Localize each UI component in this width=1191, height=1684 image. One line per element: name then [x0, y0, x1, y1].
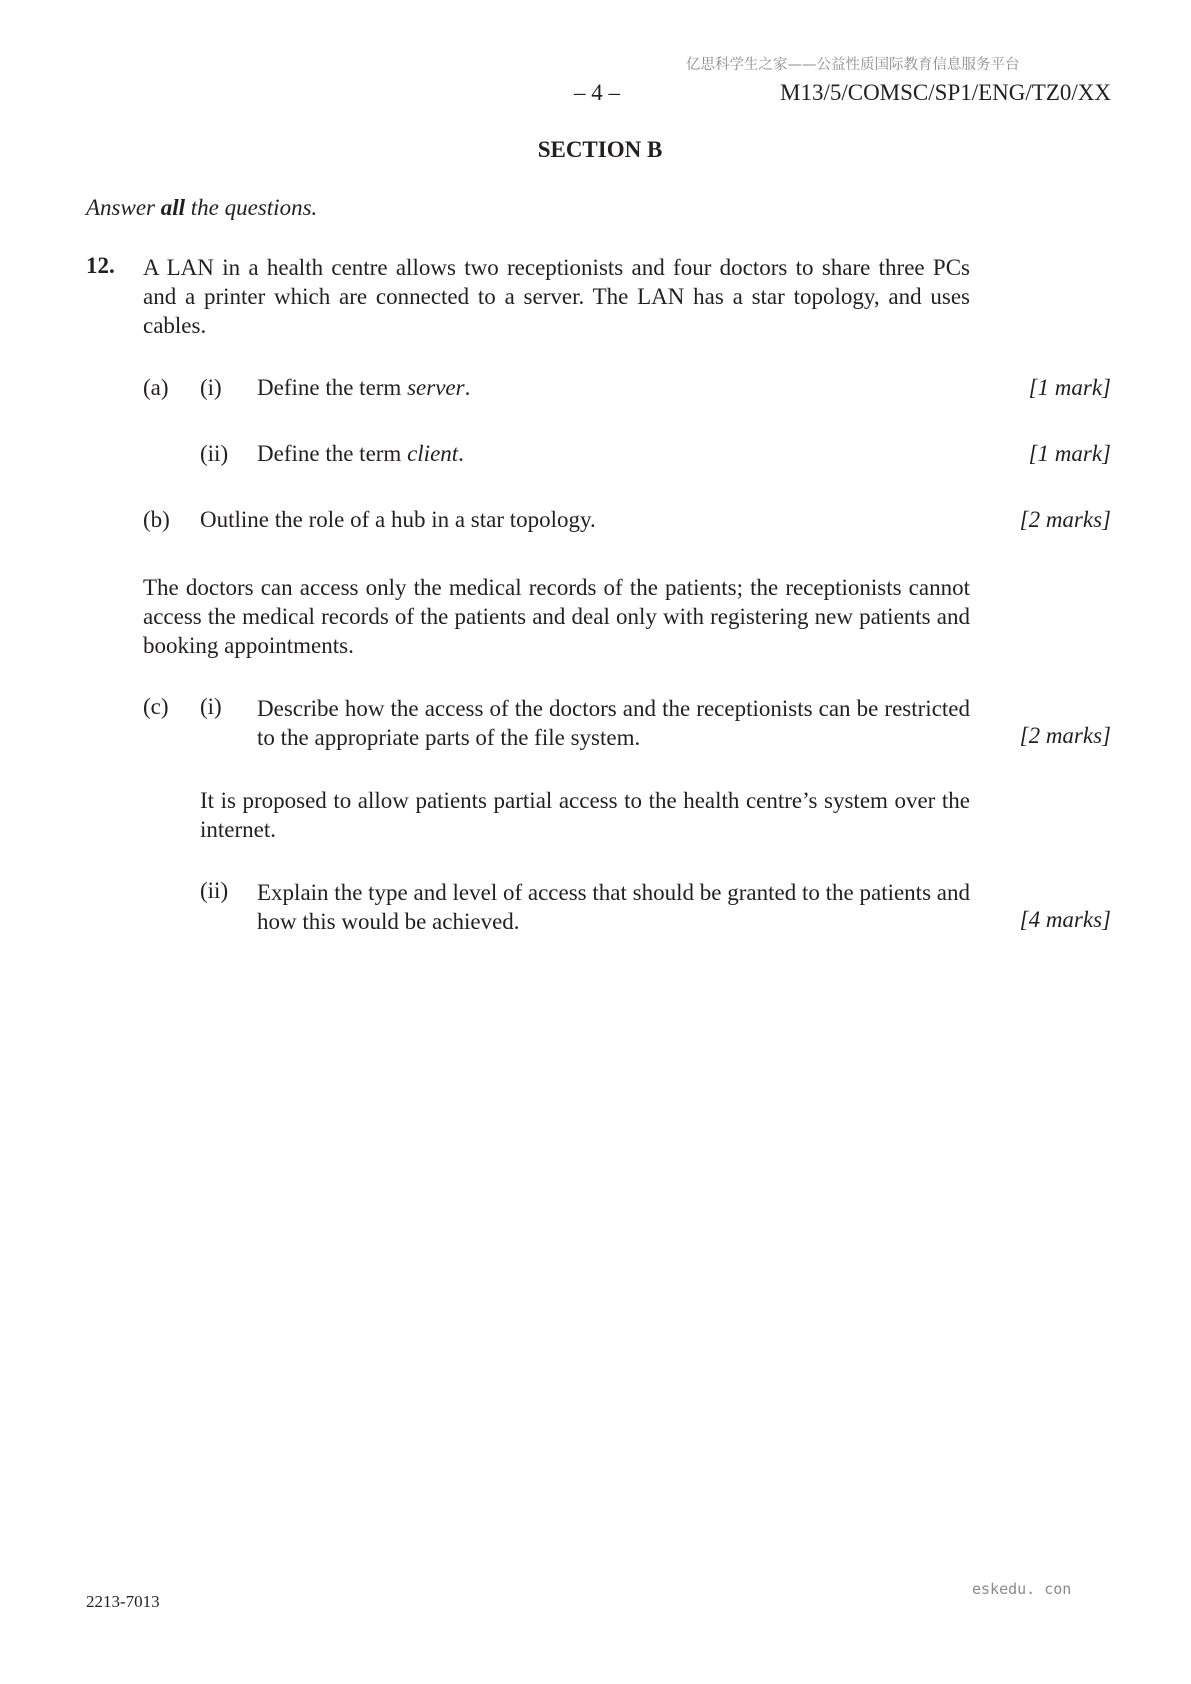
- page-number: – 4 –: [574, 80, 620, 105]
- footer-watermark: eskedu. con: [972, 1580, 1072, 1598]
- header-watermark: 亿思科学生之家——公益性质国际教育信息服务平台: [686, 57, 1020, 73]
- part-b-label: (b): [143, 507, 170, 532]
- part-a-i-end: .: [464, 375, 471, 400]
- part-c-ii-text: Explain the type and level of access that should be granted to the patients and how this would be achieved.: [257, 880, 970, 934]
- section-title: SECTION B: [537, 137, 663, 162]
- part-c-context: It is proposed to allow patients partial access to the health centre’s system over the internet.: [200, 788, 970, 842]
- part-c-i-mark: [2 marks]: [1019, 723, 1111, 748]
- part-c-ii-mark: [4 marks]: [1019, 907, 1111, 932]
- part-a-label: (a): [143, 375, 169, 400]
- part-a-ii-mark: [1 mark]: [1028, 441, 1111, 466]
- footer-code: 2213-7013: [86, 1592, 160, 1611]
- part-a-ii-label: (ii): [200, 441, 229, 466]
- part-a-ii-text: [257, 441, 464, 467]
- instruction-prefix: Answer: [86, 195, 161, 220]
- part-a-i-label: (i): [200, 375, 222, 400]
- instruction-suffix: the questions.: [185, 195, 318, 220]
- paper-code: M13/5/COMSC/SP1/ENG/TZ0/XX: [780, 80, 1111, 105]
- question-intro: A LAN in a health centre allows two receptionists and four doctors to share three PCs and a printer which are connected to a server. The LAN has a star topology, and uses cables.: [143, 255, 970, 338]
- context-paragraph: The doctors can access only the medical records of the patients; the receptionists cannot access the medical records of the patients and deal only with registering new patients and booking appointments.: [143, 575, 970, 658]
- part-c-i-text: Describe how the access of the doctors and the receptionists can be restricted to the appropriate parts of the file system.: [257, 696, 970, 750]
- instruction-emphasis: all: [160, 195, 186, 220]
- part-c-label: (c): [143, 694, 169, 719]
- section-instruction: [86, 195, 317, 221]
- part-a-ii-end: .: [458, 441, 464, 466]
- question-number: 12.: [86, 253, 115, 278]
- part-a-i-text: [257, 375, 470, 401]
- part-c-i-label: (i): [200, 694, 222, 719]
- part-c-ii-label: (ii): [200, 878, 229, 903]
- part-a-i-term: server: [407, 375, 465, 400]
- part-b-mark: [2 marks]: [1019, 507, 1111, 532]
- part-a-ii-term: client: [407, 441, 459, 466]
- part-b-text: Outline the role of a hub in a star topology.: [200, 507, 596, 532]
- part-a-i-mark: [1 mark]: [1028, 375, 1111, 400]
- part-a-i-prefix: Define the term: [257, 375, 408, 400]
- part-a-ii-prefix: Define the term: [257, 441, 408, 466]
